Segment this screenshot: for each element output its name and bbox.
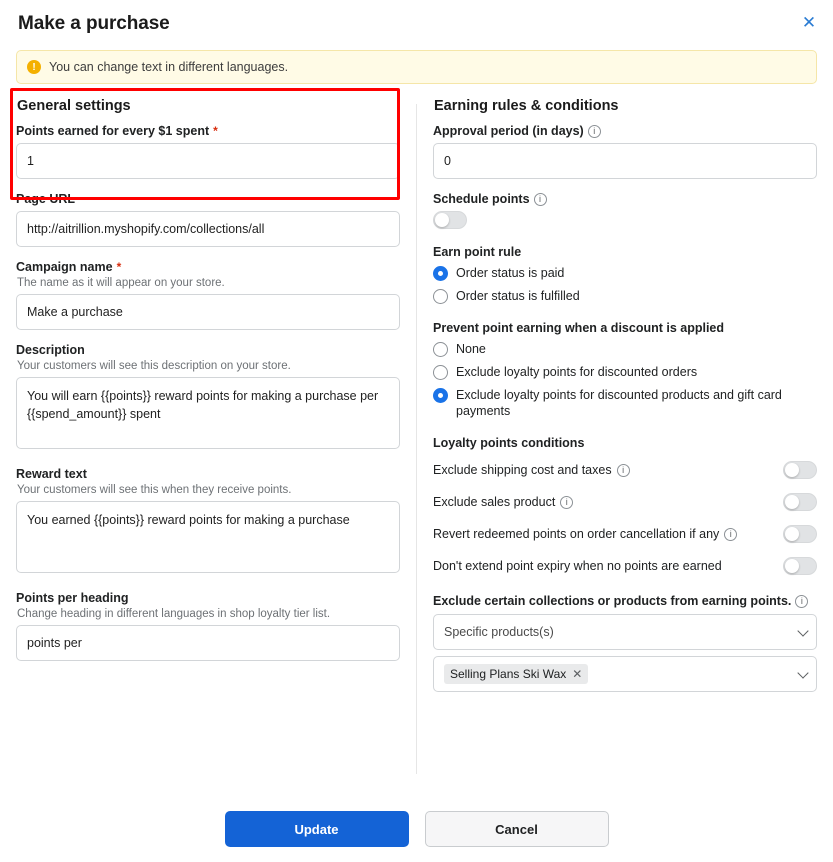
earning-rules-heading: Earning rules & conditions xyxy=(434,98,619,114)
condition-row-sales-product-label: Exclude sales product xyxy=(433,495,556,510)
earn-point-rule-option-paid[interactable] xyxy=(433,265,817,282)
general-settings-column xyxy=(16,98,400,824)
prevent-discount-label: Prevent point earning when a discount is applied xyxy=(433,320,725,335)
condition-row-revert-points xyxy=(433,518,817,550)
page-url-label xyxy=(16,192,400,206)
general-settings-heading: General settings xyxy=(17,98,131,114)
selected-product-tag xyxy=(444,664,588,684)
info-icon[interactable]: i xyxy=(724,528,737,541)
exclude-collections-group xyxy=(433,594,817,692)
column-divider xyxy=(416,104,417,774)
campaign-name-label-text: Campaign name xyxy=(16,260,113,274)
points-per-dollar-label xyxy=(16,124,400,138)
condition-row-sales-product xyxy=(433,486,817,518)
condition-row-revert-points-left xyxy=(433,527,737,541)
points-per-heading-label xyxy=(16,591,400,605)
reward-text-help: Your customers will see this when they receive points. xyxy=(17,484,292,496)
points-per-heading-help: Change heading in different languages in shop loyalty tier list. xyxy=(17,608,331,620)
radio-icon[interactable] xyxy=(433,388,448,403)
approval-period-label-text: Approval period (in days) xyxy=(433,124,584,138)
earn-point-rule-label: Earn point rule xyxy=(433,245,522,259)
info-icon[interactable]: i xyxy=(560,496,573,509)
points-per-heading-input[interactable] xyxy=(16,625,400,661)
required-marker: * xyxy=(213,124,218,138)
exclude-type-select-value: Specific products(s) xyxy=(444,625,554,640)
condition-row-sales-product-toggle[interactable] xyxy=(783,493,817,511)
prevent-discount-option-products[interactable] xyxy=(433,387,817,421)
reward-text-textarea[interactable] xyxy=(16,501,400,573)
condition-row-shipping-label: Exclude shipping cost and taxes xyxy=(433,463,612,478)
exclude-products-select[interactable] xyxy=(433,656,817,692)
prevent-discount-group xyxy=(433,321,817,421)
exclude-type-select[interactable] xyxy=(433,614,817,650)
loyalty-conditions-group xyxy=(433,436,817,582)
condition-row-revert-points-label: Revert redeemed points on order cancellation if any xyxy=(433,527,720,542)
points-per-heading-field xyxy=(16,591,400,661)
exclamation-icon: ! xyxy=(27,60,41,74)
required-marker: * xyxy=(116,260,122,274)
info-icon[interactable]: i xyxy=(534,193,547,206)
reward-text-label-text: Reward text xyxy=(16,467,87,481)
description-help: Your customers will see this description on your store. xyxy=(17,360,291,372)
earn-point-rule-option-paid-label: Order status is paid xyxy=(456,266,565,280)
prevent-discount-option-products-label: Exclude loyalty points for discounted products and gift card payments xyxy=(456,387,782,419)
description-label xyxy=(16,343,400,357)
exclude-type-select-wrap xyxy=(433,614,817,650)
earn-point-rule-option-fulfilled[interactable] xyxy=(433,288,817,305)
condition-row-sales-product-left xyxy=(433,495,573,509)
condition-row-point-expiry-label: Don't extend point expiry when no points are earned xyxy=(433,559,722,574)
approval-period-field xyxy=(433,124,817,179)
prevent-discount-option-none-label: None xyxy=(456,341,486,356)
radio-icon[interactable] xyxy=(433,266,448,281)
earn-point-rule-option-fulfilled-label: Order status is fulfilled xyxy=(456,288,580,303)
info-icon[interactable]: i xyxy=(588,125,601,138)
modal-footer xyxy=(0,796,833,862)
update-button[interactable]: Update xyxy=(225,811,409,847)
modal-header xyxy=(0,0,833,48)
description-textarea[interactable] xyxy=(16,377,400,449)
page-url-label-text: Page URL xyxy=(16,192,76,206)
exclude-products-select-wrap xyxy=(433,656,817,692)
page-url-input[interactable] xyxy=(16,211,400,247)
info-banner xyxy=(16,50,817,84)
condition-row-shipping-toggle[interactable] xyxy=(783,461,817,479)
earn-point-rule-group xyxy=(433,245,817,305)
exclude-collections-label-text: Exclude certain collections or products from earning points. xyxy=(433,594,792,609)
schedule-points-toggle[interactable] xyxy=(433,211,467,229)
prevent-discount-option-orders[interactable] xyxy=(433,364,817,381)
campaign-name-help: The name as it will appear on your store. xyxy=(17,277,225,289)
condition-row-point-expiry-left xyxy=(433,559,722,573)
points-per-dollar-label-text: Points earned for every $1 spent xyxy=(16,124,210,138)
reward-text-field xyxy=(16,467,400,578)
schedule-points-label xyxy=(433,192,817,206)
prevent-discount-option-orders-label: Exclude loyalty points for discounted orders xyxy=(456,364,698,379)
approval-period-input[interactable] xyxy=(433,143,817,179)
campaign-name-input[interactable] xyxy=(16,294,400,330)
condition-row-revert-points-toggle[interactable] xyxy=(783,525,817,543)
schedule-points-label-text: Schedule points xyxy=(433,192,530,206)
radio-icon[interactable] xyxy=(433,289,448,304)
reward-text-label xyxy=(16,467,400,481)
close-icon[interactable]: ✕ xyxy=(572,667,583,682)
schedule-points-field xyxy=(433,192,817,229)
radio-icon[interactable] xyxy=(433,342,448,357)
page-url-field xyxy=(16,192,400,247)
close-icon[interactable]: ✕ xyxy=(799,12,819,32)
points-per-heading-label-text: Points per heading xyxy=(16,591,129,605)
condition-row-shipping-left xyxy=(433,463,630,477)
condition-row-shipping xyxy=(433,454,817,486)
description-field xyxy=(16,343,400,454)
points-per-dollar-field xyxy=(16,124,400,179)
page-title: Make a purchase xyxy=(18,13,170,34)
points-per-dollar-input[interactable] xyxy=(16,143,400,179)
prevent-discount-option-none[interactable] xyxy=(433,341,817,358)
radio-icon[interactable] xyxy=(433,365,448,380)
loyalty-conditions-label: Loyalty points conditions xyxy=(433,436,585,451)
approval-period-label xyxy=(433,124,817,138)
description-label-text: Description xyxy=(16,343,85,357)
condition-row-point-expiry-toggle[interactable] xyxy=(783,557,817,575)
campaign-name-field xyxy=(16,260,400,330)
exclude-collections-label xyxy=(433,594,817,608)
info-banner-text: You can change text in different languages. xyxy=(49,60,289,74)
info-icon[interactable]: i xyxy=(617,464,630,477)
earning-rules-column xyxy=(433,98,817,824)
campaign-name-label xyxy=(16,260,400,274)
modal-body xyxy=(0,84,833,824)
selected-product-tag-label: Selling Plans Ski Wax xyxy=(450,667,567,682)
cancel-button[interactable]: Cancel xyxy=(425,811,609,847)
condition-row-point-expiry xyxy=(433,550,817,582)
info-icon[interactable]: i xyxy=(795,595,808,608)
